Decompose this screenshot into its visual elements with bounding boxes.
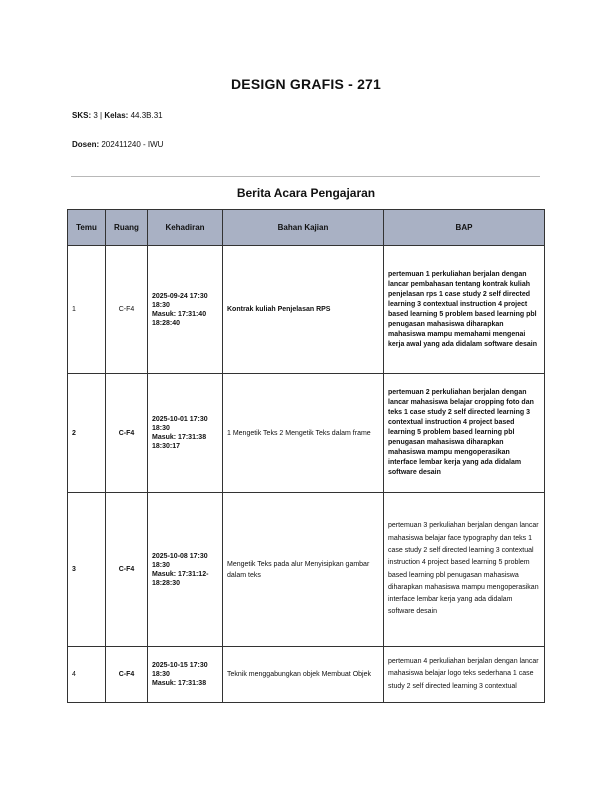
table-row <box>68 246 545 374</box>
ruang-value: C-F4 <box>118 671 135 678</box>
cell-kehadiran <box>148 246 223 374</box>
bap-value: pertemuan 2 perkuliahan berjalan dengan lancar mahasiswa belajar cropping foto dan teks 1 case study 2 self directed learning 3 contextual instruction 4 project based learning 5 problem based learning pbl penugasan mahasiswa diharapkan mahasiswa mampu mengoperasikan interface lembar kerja yang ada didalam software desain <box>388 389 534 476</box>
bahan-value: Kontrak kuliah Penjelasan RPS <box>227 306 331 313</box>
kelas-label: Kelas: <box>104 111 129 120</box>
header-ruang: Ruang <box>106 210 148 246</box>
cell-bap <box>384 374 545 493</box>
ruang-value: C-F4 <box>118 306 135 313</box>
temu-value: 1 <box>72 306 76 313</box>
table-row <box>68 374 545 493</box>
document-title: DESIGN GRAFIS - 271 <box>230 76 382 92</box>
cell-ruang <box>106 647 148 703</box>
sks-kelas-line <box>72 111 163 120</box>
cell-bap <box>384 246 545 374</box>
kehadiran-masuk: Masuk: 17:31:40 <box>152 310 207 318</box>
table-row <box>68 647 545 703</box>
dosen-line <box>72 140 163 149</box>
temu-value: 2 <box>72 429 76 437</box>
ruang-value: C-F4 <box>118 566 135 573</box>
cell-bahan-kajian <box>223 493 384 647</box>
cell-bahan-kajian <box>223 246 384 374</box>
table-header-row <box>68 210 545 246</box>
temu-value: 4 <box>72 671 76 678</box>
sks-value: 3 | <box>91 111 105 120</box>
kehadiran-masuk: Masuk: 17:31:38 <box>152 434 207 441</box>
kehadiran-keluar: 18:28:30 <box>152 579 181 587</box>
cell-bahan-kajian <box>223 374 384 493</box>
temu-value: 3 <box>72 566 76 573</box>
bap-value: pertemuan 3 perkuliahan berjalan dengan lancar mahasiswa belajar face typography dan teks 1 case study 2 self directed learning 3 contextual instruction 4 project based learning 5 problem based learning pbl penugasan mahasiswa diharapkan mahasiswa mampu mengoperasikan interface lembar kerja yang ada didalam software desain <box>388 522 539 616</box>
kehadiran-time: 2025-10-01 17:30 18:30 <box>152 416 208 432</box>
cell-bap <box>384 647 545 703</box>
cell-temu <box>68 647 106 703</box>
table-row <box>68 493 545 647</box>
header-bahan-kajian: Bahan Kajian <box>223 210 384 246</box>
bap-value: pertemuan 4 perkuliahan berjalan dengan lancar mahasiswa belajar logo teks sederhana 1 case study 2 self directed learning 3 contextual <box>388 658 539 690</box>
bap-value: pertemuan 1 perkuliahan berjalan dengan lancar pembahasan tentang kontrak kuliah penjelasan rps 1 case study 2 self directed learning 3 contextual instruction 4 project based learning 5 problem based learning pbl penugasan mahasiswa diharapkan mahasiswa mampu memahami mengenai kerja awal yang ada didalam software desain <box>388 270 538 348</box>
ruang-value: C-F4 <box>118 429 135 437</box>
dosen-value: 202411240 - IWU <box>99 140 164 149</box>
kehadiran-keluar: 18:28:40 <box>152 319 181 327</box>
kehadiran-time: 2025-10-08 17:30 18:30 <box>152 552 208 569</box>
cell-ruang <box>106 246 148 374</box>
cell-kehadiran <box>148 493 223 647</box>
cell-temu <box>68 374 106 493</box>
cell-ruang <box>106 374 148 493</box>
cell-bap <box>384 493 545 647</box>
kehadiran-keluar: 18:30:17 <box>152 443 181 450</box>
header-bap: BAP <box>384 210 545 246</box>
divider <box>71 176 540 177</box>
kehadiran-masuk: Masuk: 17:31:38 <box>152 680 207 687</box>
bahan-value: Mengetik Teks pada alur Menyisipkan gambar dalam teks <box>227 560 370 579</box>
bahan-value: 1 Mengetik Teks 2 Mengetik Teks dalam frame <box>227 429 371 437</box>
kehadiran-time: 2025-10-15 17:30 18:30 <box>152 662 208 678</box>
sks-label: SKS: <box>72 111 92 120</box>
header-temu: Temu <box>68 210 106 246</box>
kehadiran-masuk: Masuk: 17:31:12- <box>152 570 209 578</box>
cell-ruang <box>106 493 148 647</box>
kehadiran-time: 2025-09-24 17:30 18:30 <box>152 292 208 309</box>
cell-temu <box>68 493 106 647</box>
cell-kehadiran <box>148 374 223 493</box>
cell-bahan-kajian <box>223 647 384 703</box>
bahan-value: Teknik menggabungkan objek Membuat Objek <box>227 671 371 678</box>
cell-temu <box>68 246 106 374</box>
kelas-value: 44.3B.31 <box>128 111 163 120</box>
bap-table <box>67 209 545 703</box>
section-title: Berita Acara Pengajaran <box>236 186 376 200</box>
header-kehadiran: Kehadiran <box>148 210 223 246</box>
dosen-label: Dosen: <box>72 140 100 149</box>
cell-kehadiran <box>148 647 223 703</box>
